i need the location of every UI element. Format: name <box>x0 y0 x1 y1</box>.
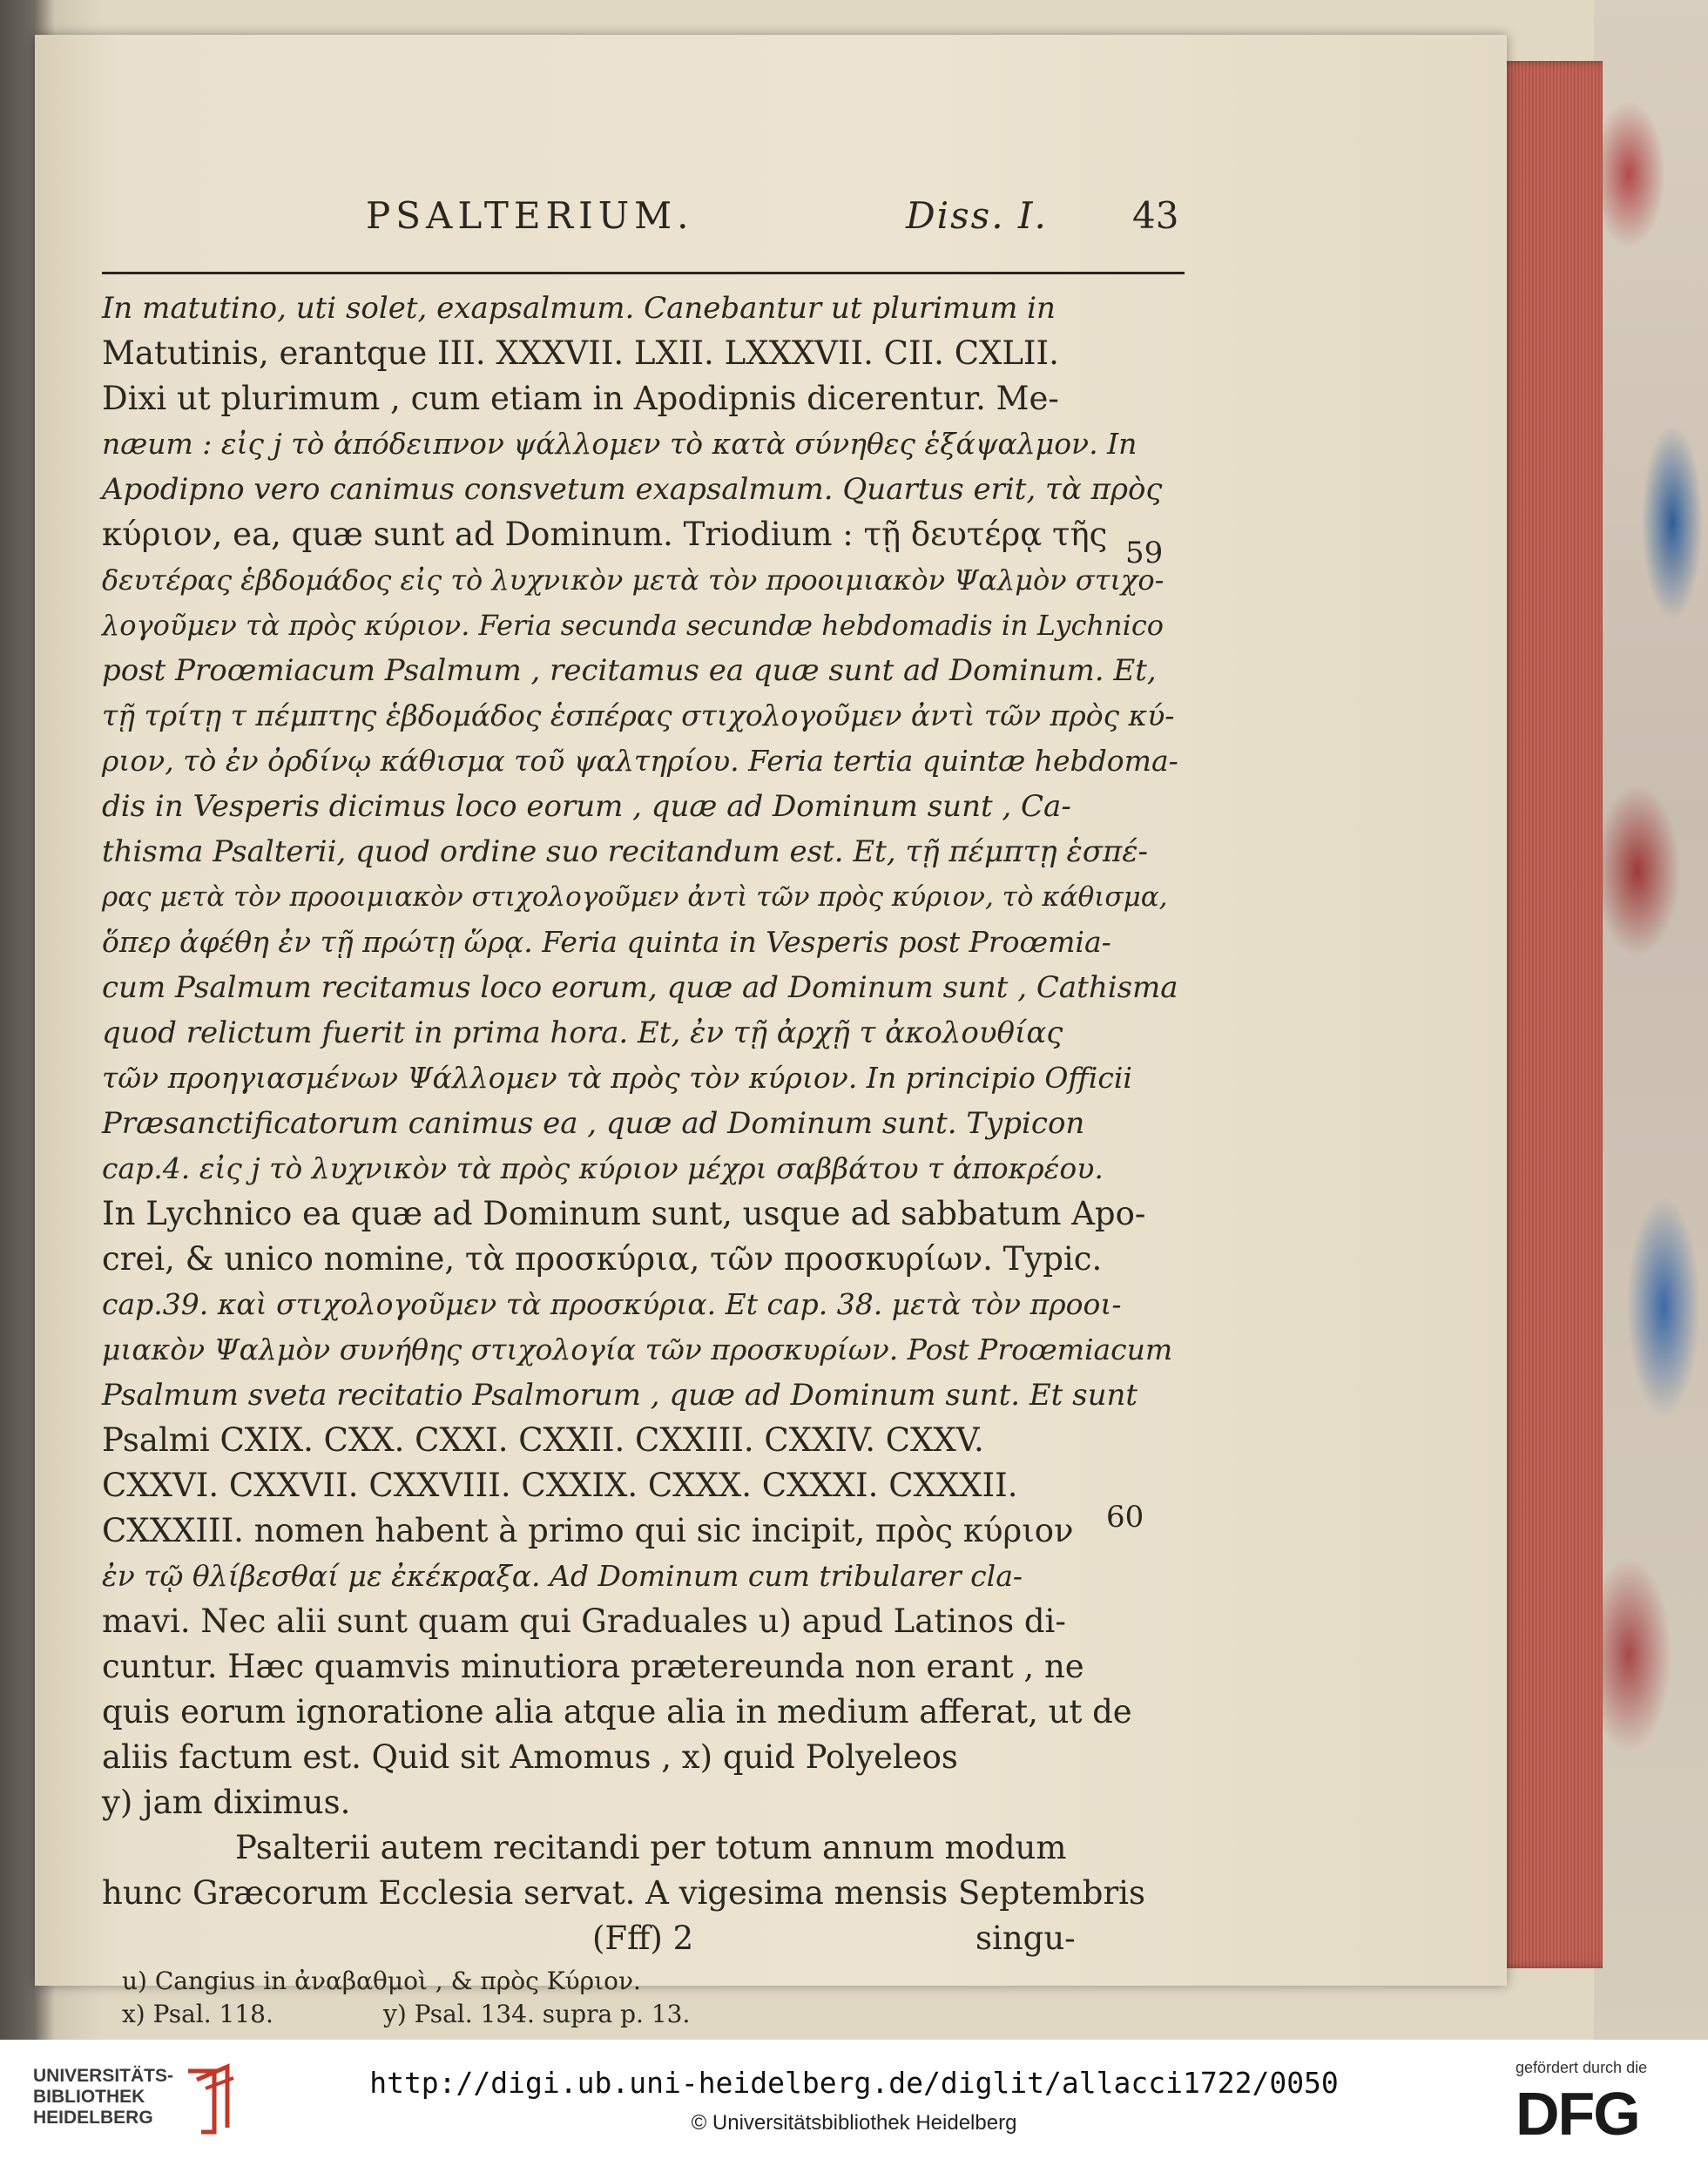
text-line: mavi. Nec alii sunt quam qui Graduales u) apud Latinos di- <box>102 1602 1066 1640</box>
text-line: Psalterii autem recitandi per totum annum modum <box>235 1829 1067 1866</box>
text-line: ἐν τῷ θλίβεσθαί με ἐκέκραξα. Ad Dominum cum tribularer cla- <box>102 1559 1023 1593</box>
library-name-line: HEIDELBERG <box>33 2108 153 2128</box>
text-line: quod relictum fuerit in prima hora. Et, ἐν τῇ ἀρχῇ τ ἀκολουθίας <box>102 1015 1063 1050</box>
text-line: In matutino, uti solet, exapsalmum. Canebantur ut plurimum in <box>102 291 1056 326</box>
text-line: ὅπερ ἀφέθη ἐν τῇ πρώτῃ ὥρᾳ. Feria quinta in Vesperis post Proœmia- <box>102 925 1111 959</box>
text-line: Psalmum sveta recitatio Psalmorum , quæ ad Dominum sunt. Et sunt <box>102 1378 1138 1413</box>
text-line: Apodipno vero canimus consvetum exapsalmum. Quartus erit, τὰ πρὸς <box>102 472 1163 507</box>
red-page-edge <box>1498 61 1603 1968</box>
margin-number: 60 <box>1106 1500 1144 1535</box>
text-line: λογοῦμεν τὰ πρὸς κύριον. Feria secunda secundæ hebdomadis in Lychnico <box>102 609 1165 642</box>
text-line: ριον, τὸ ἐν ὀρδίνῳ κάθισμα τοῦ ψαλτηρίου. Feria tertia quintæ hebdoma- <box>102 744 1178 778</box>
book-page <box>35 35 1507 1995</box>
text-line: Præsanctificatorum canimus ea , quæ ad Dominum sunt. Typicon <box>102 1106 1085 1141</box>
catchword: singu- <box>976 1919 1076 1957</box>
footnote: y) Psal. 134. supra p. 13. <box>383 2000 691 2028</box>
library-name-line: BIBLIOTHEK <box>33 2087 145 2107</box>
text-line: In Lychnico ea quæ ad Dominum sunt, usque ad sabbatum Apo- <box>102 1195 1146 1232</box>
text-line: cuntur. Hæc quamvis minutiora prætereunda non erant , ne <box>102 1648 1084 1685</box>
text-line: τῶν προηγιασμένων Ψάλλομεν τὰ πρὸς τὸν κύριον. In principio Officii <box>102 1061 1132 1095</box>
text-line: τῇ τρίτῃ τ πέμπτης ἑβδομάδος ἑσπέρας στιχολογοῦμεν ἀντὶ τῶν πρὸς κύ- <box>102 698 1175 732</box>
text-line: quis eorum ignoratione alia atque alia in medium afferat, ut de <box>102 1693 1132 1731</box>
text-line: næum : εἰς ϳ τὸ ἀπόδειπνον ψάλλομεν τὸ κατὰ σύνηθες ἑξάψαλμον. In <box>102 427 1138 461</box>
signature-mark: (Fff) 2 <box>592 1919 694 1957</box>
text-line: crei, & unico nomine, τὰ προσκύρια, τῶν προσκυρίων. Typic. <box>102 1240 1103 1278</box>
library-name-line: UNIVERSITÄTS- <box>33 2066 174 2086</box>
text-line: CXXXIII. nomen habent à primo qui sic incipit, πρὸς κύριον <box>102 1512 1074 1549</box>
header-title: PSALTERIUM. <box>366 194 694 237</box>
permalink-url[interactable]: http://digi.ub.uni-heidelberg.de/diglit/allacci1722/0050 <box>369 2066 1339 2100</box>
text-line: κύριον, ea, quæ sunt ad Dominum. Triodium : τῇ δευτέρᾳ τῆς <box>102 516 1108 553</box>
header-rule <box>102 272 1185 274</box>
margin-number: 59 <box>1125 536 1164 570</box>
text-line: cap.39. καὶ στιχολογοῦμεν τὰ προσκύρια. Et cap. 38. μετὰ τὸν προοι- <box>102 1287 1122 1321</box>
text-line: y) jam diximus. <box>102 1784 351 1821</box>
text-line: ρας μετὰ τὸν προοιμιακὸν στιχολογοῦμεν ἀντὶ τῶν πρὸς κύριον, τὸ κάθισμα, <box>102 881 1168 913</box>
text-line: cum Psalmum recitamus loco eorum, quæ ad Dominum sunt , Cathisma <box>102 970 1178 1005</box>
page-number: 43 <box>1132 194 1179 237</box>
text-line: Dixi ut plurimum , cum etiam in Apodipnis dicerentur. Me- <box>102 380 1059 417</box>
copyright-notice: © Universitätsbibliothek Heidelberg <box>691 2111 1017 2135</box>
text-line: δευτέρας ἑβδομάδος εἰς τὸ λυχνικὸν μετὰ τὸν προοιμιακὸν Ψαλμὸν στιχο- <box>102 563 1165 597</box>
marbled-endpaper <box>1594 0 1708 2040</box>
running-header <box>366 194 1179 246</box>
text-line: post Proœmiacum Psalmum , recitamus ea quæ sunt ad Dominum. Et, <box>102 653 1157 688</box>
text-line: cap.4. εἰς ϳ τὸ λυχνικὸν τὰ πρὸς κύριον μέχρι σαββάτου τ ἀποκρέου. <box>102 1151 1104 1185</box>
footnote: u) Cangius in ἀναβαθμοὶ , & πρὸς Κύριον. <box>122 1967 641 1995</box>
text-line: aliis factum est. Quid sit Amomus , x) quid Polyeleos <box>102 1738 958 1776</box>
text-line: Psalmi CXIX. CXX. CXXI. CXXII. CXXIII. CXXIV. CXXV. <box>102 1421 984 1459</box>
header-section: Diss. I. <box>906 194 1048 237</box>
dfg-logo[interactable]: DFG <box>1516 2080 1639 2148</box>
footer-banner <box>0 2040 1708 2159</box>
text-line: CXXVI. CXXVII. CXXVIII. CXXIX. CXXX. CXXXI. CXXXII. <box>102 1467 1018 1504</box>
text-line: thisma Psalterii, quod ordine suo recitandum est. Et, τῇ πέμπτῃ ἑσπέ- <box>102 834 1148 869</box>
text-line: μιακὸν Ψαλμὸν συνήθης στιχολογία τῶν προσκυρίων. Post Proœmiacum <box>102 1333 1173 1366</box>
text-line: dis in Vesperis dicimus loco eorum , quæ ad Dominum sunt , Ca- <box>102 789 1071 824</box>
text-line: hunc Græcorum Ecclesia servat. A vigesima mensis Septembris <box>102 1874 1145 1912</box>
footnote: x) Psal. 118. <box>122 2000 273 2028</box>
text-line: Matutinis, erantque III. XXXVII. LXII. LXXXVII. CII. CXLII. <box>102 334 1059 372</box>
funding-note: gefördert durch die <box>1516 2059 1648 2076</box>
